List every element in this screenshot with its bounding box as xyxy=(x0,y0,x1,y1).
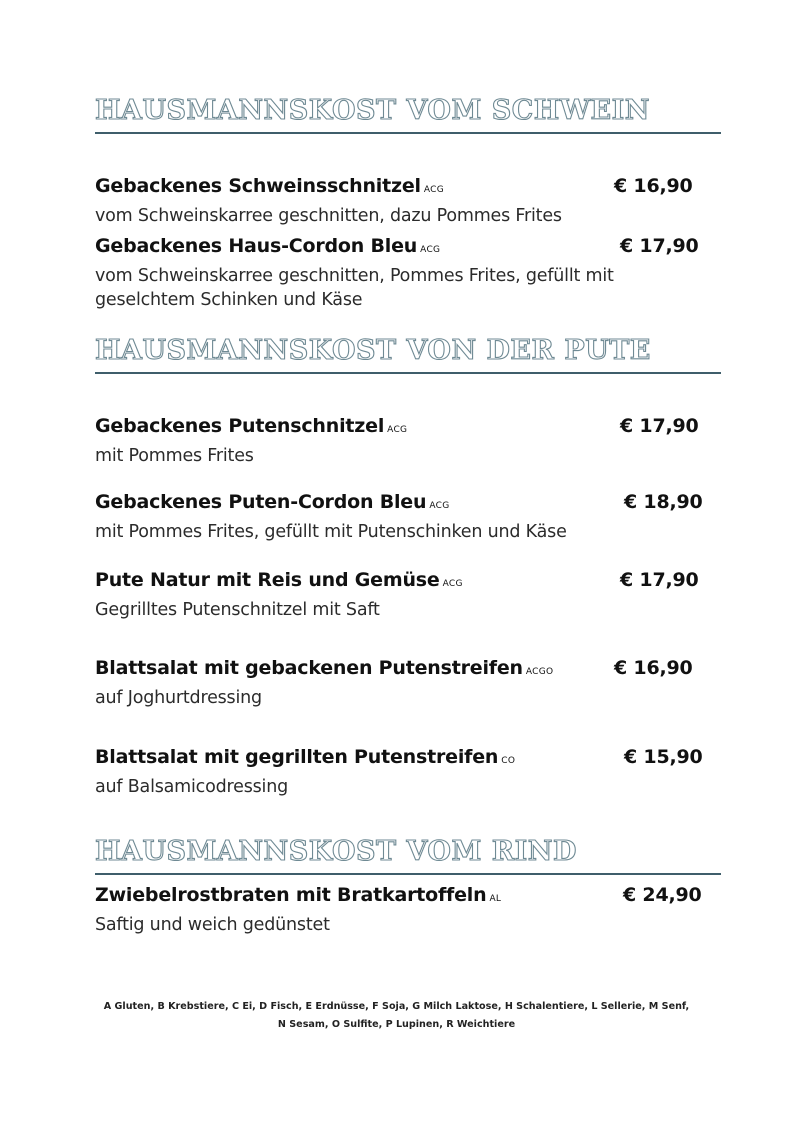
menu-item-description: mit Pommes Frites xyxy=(95,446,254,466)
menu-item-price: € 17,90 xyxy=(620,569,699,591)
menu-item-price: € 16,90 xyxy=(614,175,693,197)
menu-item-price: € 24,90 xyxy=(623,884,702,906)
allergen-codes: ACG xyxy=(423,185,445,195)
allergen-codes: CO xyxy=(501,756,516,766)
allergen-codes: ACGO xyxy=(525,667,554,677)
section-divider xyxy=(95,372,721,374)
menu-item-description: vom Schweinskarree geschnitten, dazu Pommes Frites xyxy=(95,206,562,226)
menu-item-name: Blattsalat mit gebackenen Putenstreifen ACGO xyxy=(95,657,554,679)
menu-item-price: € 17,90 xyxy=(620,235,699,257)
section-title-pute: HAUSMANNSKOST VON DER PUTE xyxy=(95,335,651,366)
allergen-codes: ACG xyxy=(442,579,463,589)
menu-item-price: € 18,90 xyxy=(624,491,703,513)
allergen-legend-line-2: N Sesam, O Sulfite, P Lupinen, R Weichtiere xyxy=(277,1019,516,1030)
menu-item-description: Saftig und weich gedünstet xyxy=(95,915,330,935)
menu-item-price: € 16,90 xyxy=(614,657,693,679)
menu-item-description: Gegrilltes Putenschnitzel mit Saft xyxy=(95,600,380,620)
menu-item-name: Pute Natur mit Reis und Gemüse ACG xyxy=(95,569,463,591)
menu-item-name: Gebackenes Puten-Cordon Bleu ACG xyxy=(95,491,450,513)
section-divider xyxy=(95,873,721,875)
section-divider xyxy=(95,132,721,134)
allergen-codes: ACG xyxy=(387,425,408,435)
menu-item-description: auf Joghurtdressing xyxy=(95,688,262,708)
menu-item-price: € 15,90 xyxy=(624,746,703,768)
allergen-codes: ACG xyxy=(429,501,450,511)
menu-item-name: Gebackenes Putenschnitzel ACG xyxy=(95,415,408,437)
menu-item-name: Zwiebelrostbraten mit Bratkartoffeln AL xyxy=(95,884,502,906)
menu-item-name: Blattsalat mit gegrillten Putenstreifen CO xyxy=(95,746,516,768)
allergen-codes: AL xyxy=(489,894,502,904)
menu-item-description: auf Balsamicodressing xyxy=(95,777,288,797)
section-title-rind: HAUSMANNSKOST VOM RIND xyxy=(95,836,577,867)
allergen-legend-line-1: A Gluten, B Krebstiere, C Ei, D Fisch, E Erdnüsse, F Soja, G Milch Laktose, H Schalentiere, L Sellerie, M Senf, xyxy=(103,1001,690,1012)
menu-item-description: vom Schweinskarree geschnitten, Pommes Frites, gefüllt mit geselchtem Schinken und Käse xyxy=(95,266,614,310)
section-title-schwein: HAUSMANNSKOST VOM SCHWEIN xyxy=(95,95,650,126)
allergen-codes: ACG xyxy=(420,245,441,255)
menu-item-name: Gebackenes Haus-Cordon Bleu ACG xyxy=(95,235,441,257)
menu-item-description: mit Pommes Frites, gefüllt mit Putenschinken und Käse xyxy=(95,522,567,542)
menu-item-price: € 17,90 xyxy=(620,415,699,437)
menu-item-name: Gebackenes Schweinsschnitzel ACG xyxy=(95,175,445,197)
